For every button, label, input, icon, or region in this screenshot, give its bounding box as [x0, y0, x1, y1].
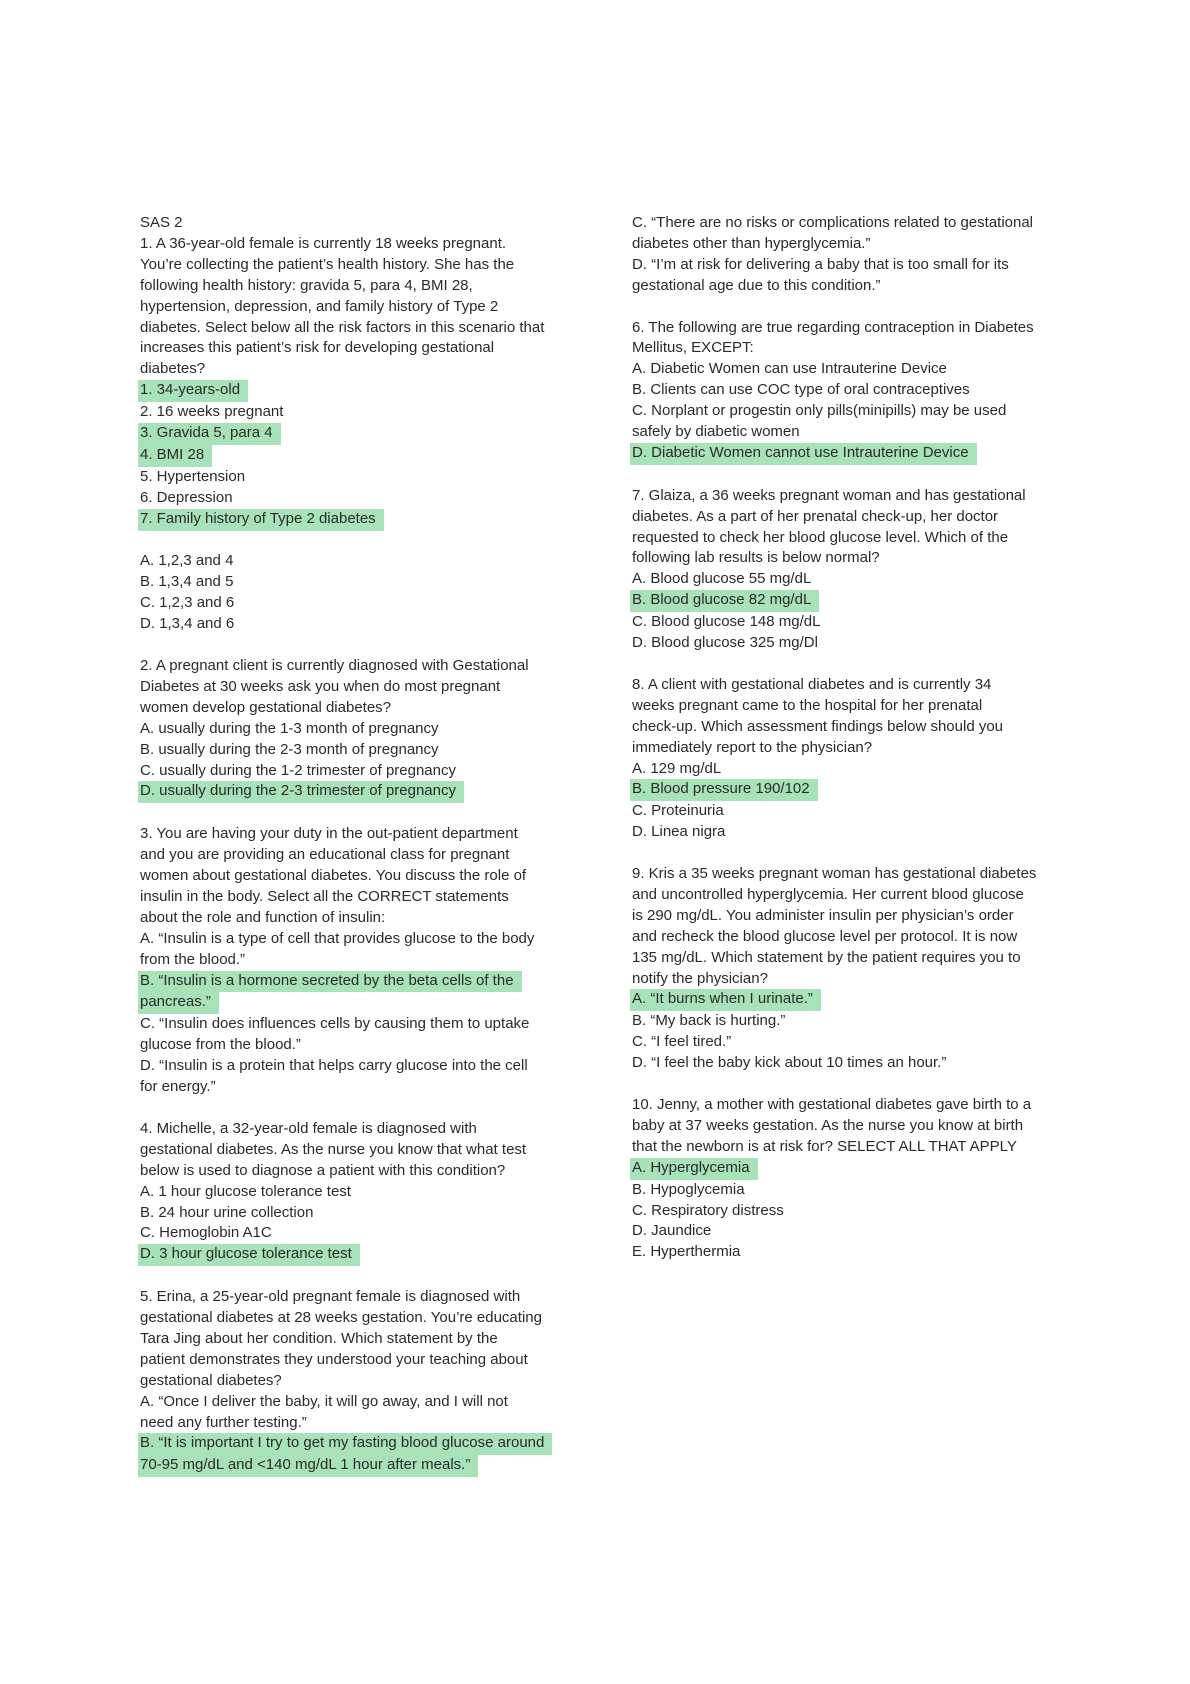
text-line — [632, 338, 1062, 359]
highlighted-answer-line — [632, 443, 1062, 465]
text-line — [140, 1287, 570, 1308]
line-text: C. Hemoglobin A1C — [140, 1224, 272, 1242]
line-text: safely by diabetic women — [632, 423, 800, 441]
text-line — [140, 1392, 570, 1413]
line-text: women about gestational diabetes. You discuss the role of — [140, 867, 527, 885]
text-line — [632, 864, 1062, 885]
line-text: patient demonstrates they understood your teaching about — [140, 1350, 528, 1368]
text-line — [140, 1182, 570, 1203]
text-line — [632, 1053, 1062, 1074]
line-text: gestational diabetes? — [140, 1371, 282, 1389]
text-line — [140, 1413, 570, 1434]
line-text: A. 129 mg/dL — [632, 759, 722, 777]
text-line — [632, 1221, 1062, 1242]
line-text: D. Linea nigra — [632, 823, 726, 841]
highlighted-answer-line — [140, 992, 570, 1014]
line-text: 7. Glaiza, a 36 weeks pregnant woman and has gestational — [632, 486, 1026, 504]
paragraph-gap — [632, 297, 1062, 318]
text-line — [632, 318, 1062, 339]
text-line — [140, 297, 570, 318]
highlight-mark: D. usually during the 2-3 trimester of pregnancy — [138, 781, 464, 803]
highlight-mark: 3. Gravida 5, para 4 — [138, 423, 281, 445]
line-text: following health history: gravida 5, para 4, BMI 28, — [140, 276, 473, 294]
line-text: 4. Michelle, a 32-year-old female is diagnosed with — [140, 1119, 477, 1137]
line-text: baby at 37 weeks gestation. As the nurse you know at birth — [632, 1116, 1024, 1134]
paragraph-gap — [140, 1266, 570, 1287]
line-text: A. “Insulin is a type of cell that provides glucose to the body — [140, 929, 535, 947]
highlight-mark: B. Blood pressure 190/102 — [630, 779, 818, 801]
text-line — [140, 1077, 570, 1098]
text-line — [632, 1116, 1062, 1137]
paragraph-gap — [632, 654, 1062, 675]
text-line — [632, 633, 1062, 654]
line-text: A. Diabetic Women can use Intrauterine Device — [632, 360, 947, 378]
text-line — [140, 677, 570, 698]
line-text: check-up. Which assessment findings below should you — [632, 717, 1004, 735]
text-line — [632, 1095, 1062, 1116]
text-line — [140, 1161, 570, 1182]
text-line — [140, 824, 570, 845]
line-text: D. Jaundice — [632, 1222, 712, 1240]
highlight-mark: 7. Family history of Type 2 diabetes — [138, 509, 384, 531]
text-line — [632, 422, 1062, 443]
line-text: 10. Jenny, a mother with gestational diabetes gave birth to a — [632, 1095, 1032, 1113]
text-line — [140, 338, 570, 359]
text-line — [632, 675, 1062, 696]
text-line — [140, 1035, 570, 1056]
highlight-mark: B. “Insulin is a hormone secreted by the beta cells of the — [138, 971, 522, 993]
text-line — [140, 1119, 570, 1140]
line-text: 3. You are having your duty in the out-patient department — [140, 825, 518, 843]
line-text: diabetes. As a part of her prenatal check-up, her doctor — [632, 507, 999, 525]
line-text: D. “I feel the baby kick about 10 times an hour.” — [632, 1054, 947, 1072]
line-text: B. usually during the 2-3 month of pregnancy — [140, 740, 439, 758]
paragraph-gap — [632, 465, 1062, 486]
line-text: 6. The following are true regarding contraception in Diabetes — [632, 318, 1034, 336]
highlighted-answer-line — [140, 380, 570, 402]
line-text: A. Blood glucose 55 mg/dL — [632, 570, 812, 588]
line-text: and uncontrolled hyperglycemia. Her current blood glucose — [632, 885, 1024, 903]
text-line — [632, 927, 1062, 948]
line-text: diabetes? — [140, 360, 206, 378]
text-line — [632, 528, 1062, 549]
line-text: B. 1,3,4 and 5 — [140, 573, 234, 591]
line-text: Diabetes at 30 weeks ask you when do most pregnant — [140, 677, 501, 695]
line-text: 6. Depression — [140, 488, 233, 506]
highlighted-answer-line — [140, 971, 570, 993]
line-text: diabetes other than hyperglycemia.” — [632, 234, 871, 252]
highlight-mark: D. 3 hour glucose tolerance test — [138, 1244, 360, 1266]
text-line — [140, 402, 570, 423]
line-text: hypertension, depression, and family history of Type 2 — [140, 297, 499, 315]
text-line — [140, 761, 570, 782]
paragraph-gap — [140, 531, 570, 552]
text-line — [140, 845, 570, 866]
text-line — [632, 1180, 1062, 1201]
line-text: D. “I’m at risk for delivering a baby that is too small for its — [632, 255, 1009, 273]
text-line — [632, 822, 1062, 843]
text-line — [140, 488, 570, 509]
text-line — [140, 908, 570, 929]
text-line — [632, 738, 1062, 759]
line-text: gestational diabetes at 28 weeks gestation. You’re educating — [140, 1309, 542, 1327]
line-text: diabetes. Select below all the risk factors in this scenario that — [140, 318, 545, 336]
text-line — [632, 906, 1062, 927]
text-line — [140, 1223, 570, 1244]
line-text: gestational diabetes. As the nurse you know that what test — [140, 1140, 527, 1158]
text-line — [140, 614, 570, 635]
line-text: requested to check her blood glucose level. Which of the — [632, 528, 1009, 546]
highlighted-answer-line — [140, 781, 570, 803]
text-line — [140, 1350, 570, 1371]
highlight-mark: 4. BMI 28 — [138, 445, 212, 467]
right-column — [632, 213, 1062, 1263]
text-line — [140, 213, 570, 234]
text-line — [140, 1014, 570, 1035]
line-text: 5. Erina, a 25-year-old pregnant female is diagnosed with — [140, 1288, 521, 1306]
text-line — [632, 696, 1062, 717]
paragraph-gap — [140, 803, 570, 824]
line-text: from the blood.” — [140, 950, 246, 968]
text-line — [140, 656, 570, 677]
text-line — [632, 801, 1062, 822]
line-text: B. 24 hour urine collection — [140, 1203, 314, 1221]
line-text: You’re collecting the patient’s health history. She has the — [140, 255, 515, 273]
line-text: 2. A pregnant client is currently diagnosed with Gestational — [140, 657, 529, 674]
highlighted-answer-line — [140, 1244, 570, 1266]
text-line — [632, 969, 1062, 990]
text-line — [632, 401, 1062, 422]
line-text: about the role and function of insulin: — [140, 908, 386, 926]
text-line — [140, 1329, 570, 1350]
line-text: insulin in the body. Select all the CORRECT statements — [140, 887, 509, 905]
highlighted-answer-line — [140, 1433, 570, 1455]
highlighted-answer-line — [632, 989, 1062, 1011]
line-text: D. 1,3,4 and 6 — [140, 615, 235, 633]
left-column — [140, 213, 570, 1477]
highlight-mark: 1. 34-years-old — [138, 380, 248, 402]
text-line — [140, 551, 570, 572]
line-text: A. usually during the 1-3 month of pregnancy — [140, 719, 439, 737]
text-line — [632, 1201, 1062, 1222]
line-text: E. Hyperthermia — [632, 1243, 741, 1261]
text-line — [632, 612, 1062, 633]
line-text: C. Proteinuria — [632, 802, 724, 820]
text-line — [140, 950, 570, 971]
text-line — [632, 507, 1062, 528]
text-line — [140, 1371, 570, 1392]
text-line — [140, 467, 570, 488]
highlight-mark: D. Diabetic Women cannot use Intrauterine Device — [630, 443, 977, 465]
text-line — [140, 1056, 570, 1077]
line-text: SAS 2 — [140, 214, 183, 231]
highlighted-answer-line — [632, 779, 1062, 801]
text-line — [140, 1203, 570, 1224]
highlighted-answer-line — [140, 445, 570, 467]
highlighted-answer-line — [140, 423, 570, 445]
text-line — [632, 359, 1062, 380]
text-line — [632, 234, 1062, 255]
highlight-mark: A. Hyperglycemia — [630, 1158, 758, 1180]
line-text: and recheck the blood glucose level per protocol. It is now — [632, 927, 1018, 945]
text-line — [632, 276, 1062, 297]
line-text: women develop gestational diabetes? — [140, 698, 392, 716]
line-text: Mellitus, EXCEPT: — [632, 339, 754, 357]
line-text: C. “There are no risks or complications related to gestational — [632, 214, 1034, 231]
highlight-mark: A. “It burns when I urinate.” — [630, 989, 821, 1011]
highlight-mark: 70-95 mg/dL and <140 mg/dL 1 hour after meals.” — [138, 1455, 478, 1477]
text-line — [632, 759, 1062, 780]
line-text: gestational age due to this condition.” — [632, 276, 881, 294]
text-line — [632, 255, 1062, 276]
highlight-mark: B. Blood glucose 82 mg/dL — [630, 590, 819, 612]
line-text: B. “My back is hurting.” — [632, 1012, 786, 1030]
paragraph-gap — [140, 1098, 570, 1119]
line-text: following lab results is below normal? — [632, 549, 880, 567]
text-line — [632, 885, 1062, 906]
text-line — [632, 213, 1062, 234]
line-text: 8. A client with gestational diabetes and is currently 34 — [632, 675, 992, 693]
line-text: B. Hypoglycemia — [632, 1180, 745, 1198]
text-line — [140, 276, 570, 297]
paragraph-gap — [632, 843, 1062, 864]
line-text: immediately report to the physician? — [632, 738, 873, 756]
text-line — [632, 380, 1062, 401]
paragraph-gap — [140, 635, 570, 656]
line-text: that the newborn is at risk for? SELECT ALL THAT APPLY — [632, 1137, 1017, 1155]
paragraph-gap — [632, 1074, 1062, 1095]
line-text: increases this patient’s risk for developing gestational — [140, 339, 495, 357]
text-line — [140, 359, 570, 380]
line-text: weeks pregnant came to the hospital for her prenatal — [632, 696, 983, 714]
line-text: C. usually during the 1-2 trimester of pregnancy — [140, 761, 456, 779]
text-line — [632, 569, 1062, 590]
text-line — [632, 1242, 1062, 1263]
line-text: C. 1,2,3 and 6 — [140, 594, 235, 612]
text-line — [140, 929, 570, 950]
highlighted-answer-line — [140, 509, 570, 531]
line-text: A. “Once I deliver the baby, it will go away, and I will not — [140, 1392, 508, 1410]
text-line — [140, 234, 570, 255]
highlight-mark: B. “It is important I try to get my fasting blood glucose around — [138, 1433, 552, 1455]
line-text: 2. 16 weeks pregnant — [140, 403, 284, 421]
text-line — [140, 572, 570, 593]
line-text: 5. Hypertension — [140, 467, 246, 485]
text-line — [140, 1308, 570, 1329]
line-text: C. Respiratory distress — [632, 1201, 784, 1219]
text-line — [632, 1032, 1062, 1053]
line-text: C. “Insulin does influences cells by causing them to uptake — [140, 1015, 530, 1033]
line-text: notify the physician? — [632, 969, 768, 987]
line-text: C. Norplant or progestin only pills(minipills) may be used — [632, 402, 1007, 420]
text-line — [632, 548, 1062, 569]
line-text: D. Blood glucose 325 mg/Dl — [632, 634, 818, 652]
text-line — [140, 887, 570, 908]
line-text: C. Blood glucose 148 mg/dL — [632, 613, 821, 631]
highlighted-answer-line — [140, 1455, 570, 1477]
highlighted-answer-line — [632, 1158, 1062, 1180]
line-text: 9. Kris a 35 weeks pregnant woman has gestational diabetes — [632, 865, 1037, 883]
line-text: below is used to diagnose a patient with this condition? — [140, 1161, 506, 1179]
line-text: A. 1,2,3 and 4 — [140, 552, 234, 570]
text-line — [632, 1137, 1062, 1158]
text-line — [140, 740, 570, 761]
text-line — [632, 486, 1062, 507]
text-line — [140, 1140, 570, 1161]
line-text: glucose from the blood.” — [140, 1036, 301, 1054]
text-line — [140, 719, 570, 740]
text-line — [632, 1011, 1062, 1032]
text-line — [140, 318, 570, 339]
highlighted-answer-line — [632, 590, 1062, 612]
text-line — [140, 255, 570, 276]
line-text: A. 1 hour glucose tolerance test — [140, 1182, 351, 1200]
line-text: B. Clients can use COC type of oral contraceptives — [632, 381, 970, 399]
text-line — [140, 698, 570, 719]
line-text: D. “Insulin is a protein that helps carry glucose into the cell — [140, 1057, 528, 1075]
line-text: need any further testing.” — [140, 1413, 307, 1431]
line-text: for energy.” — [140, 1078, 216, 1096]
text-line — [632, 717, 1062, 738]
line-text: Tara Jing about her condition. Which statement by the — [140, 1329, 498, 1347]
line-text: is 290 mg/dL. You administer insulin per physician’s order — [632, 906, 1014, 924]
line-text: 1. A 36-year-old female is currently 18 weeks pregnant. — [140, 234, 507, 252]
highlight-mark: pancreas.” — [138, 992, 219, 1014]
text-line — [140, 593, 570, 614]
text-line — [140, 866, 570, 887]
text-line — [632, 948, 1062, 969]
line-text: C. “I feel tired.” — [632, 1033, 732, 1051]
line-text: and you are providing an educational class for pregnant — [140, 846, 510, 864]
line-text: 135 mg/dL. Which statement by the patient requires you to — [632, 948, 1021, 966]
